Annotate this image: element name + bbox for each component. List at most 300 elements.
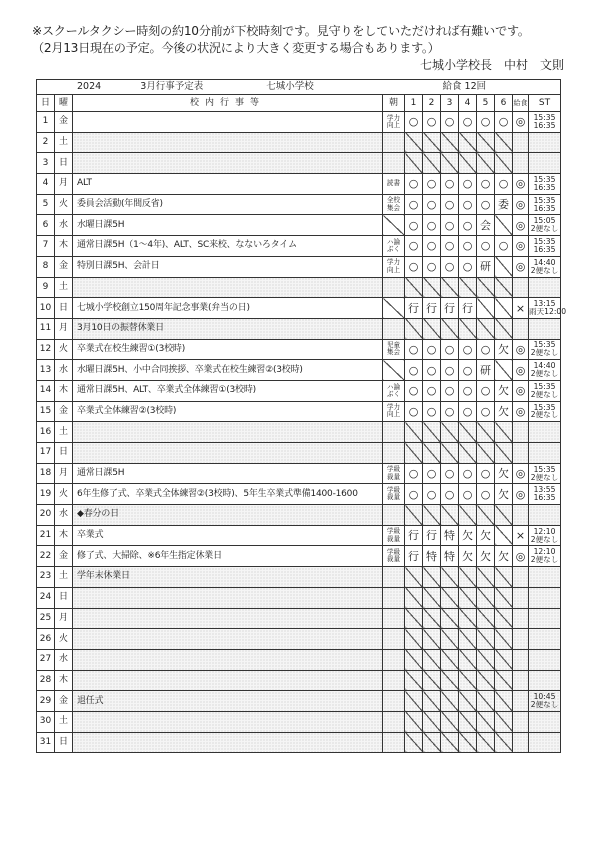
event-cell (73, 587, 383, 608)
event-cell: 水曜日課5H (73, 215, 383, 236)
period-cell: 欠 (495, 463, 513, 484)
lunch-cell: ◎ (513, 215, 529, 236)
st-time: 13:55 16:35 (529, 484, 561, 505)
event-cell (73, 732, 383, 753)
day-number: 1 (37, 112, 55, 133)
st-time (529, 629, 561, 650)
event-cell: 七城小学校創立150周年記念事業(弁当の日) (73, 298, 383, 319)
table-row (37, 567, 561, 588)
lunch-cell (513, 587, 529, 608)
period-cell: ○ (423, 215, 441, 236)
period-cell: ○ (441, 194, 459, 215)
period-cell (495, 132, 513, 153)
period-cell (477, 443, 495, 464)
header-period-4: 4 (459, 95, 477, 112)
day-number: 23 (37, 567, 55, 588)
table-row (37, 691, 561, 712)
morning-activity: 学力 向上 (383, 112, 405, 133)
period-cell (423, 732, 441, 753)
st-time: 10:45 2便なし (529, 691, 561, 712)
period-cell: ○ (459, 256, 477, 277)
period-cell (495, 525, 513, 546)
table-row (37, 401, 561, 422)
st-time (529, 505, 561, 526)
lunch-cell: ◎ (513, 546, 529, 567)
st-time (529, 132, 561, 153)
period-cell: ○ (405, 484, 423, 505)
period-cell: ○ (441, 380, 459, 401)
header-lunch: 給食 (513, 95, 529, 112)
period-cell (441, 443, 459, 464)
period-cell (441, 587, 459, 608)
weekday: 火 (55, 194, 73, 215)
period-cell: ○ (423, 256, 441, 277)
day-number: 19 (37, 484, 55, 505)
morning-activity: 学級 裁量 (383, 463, 405, 484)
period-cell (477, 587, 495, 608)
period-cell: ○ (495, 174, 513, 195)
day-number: 17 (37, 443, 55, 464)
period-cell: ○ (405, 360, 423, 381)
period-cell (495, 608, 513, 629)
header-events: 校内行事等 (73, 95, 383, 112)
lunch-cell: ◎ (513, 174, 529, 195)
period-cell (405, 670, 423, 691)
period-cell (459, 132, 477, 153)
day-number: 5 (37, 194, 55, 215)
period-cell: ○ (405, 380, 423, 401)
period-cell: ○ (459, 484, 477, 505)
period-cell (423, 277, 441, 298)
weekday: 水 (55, 505, 73, 526)
morning-activity: 学級 裁量 (383, 546, 405, 567)
morning-activity (383, 505, 405, 526)
period-cell: 研 (477, 256, 495, 277)
table-row (37, 463, 561, 484)
header-period-2: 2 (423, 95, 441, 112)
weekday: 土 (55, 422, 73, 443)
period-cell (405, 153, 423, 174)
weekday: 日 (55, 587, 73, 608)
day-number: 27 (37, 649, 55, 670)
notice-line-1: ※スクールタクシー時刻の約10分前が下校時刻です。見守りをしていただければ有難いです。 (32, 24, 530, 38)
year: 2024 (77, 81, 102, 93)
period-cell: ○ (441, 236, 459, 257)
period-cell (441, 732, 459, 753)
st-time (529, 567, 561, 588)
table-row (37, 277, 561, 298)
morning-activity (383, 132, 405, 153)
table-row (37, 153, 561, 174)
lunch-cell: ◎ (513, 360, 529, 381)
st-time: 15:35 16:35 (529, 112, 561, 133)
weekday: 土 (55, 711, 73, 732)
weekday: 火 (55, 339, 73, 360)
period-cell: ○ (477, 339, 495, 360)
period-cell: ○ (477, 401, 495, 422)
event-cell (73, 443, 383, 464)
period-cell (495, 443, 513, 464)
morning-activity (383, 732, 405, 753)
day-number: 18 (37, 463, 55, 484)
period-cell (459, 711, 477, 732)
period-cell: ○ (441, 174, 459, 195)
table-row (37, 670, 561, 691)
period-cell (495, 670, 513, 691)
period-cell: 行 (441, 298, 459, 319)
event-cell: 通常日課5H（1～4年)、ALT、SC来校、なないろタイム (73, 236, 383, 257)
period-cell: ○ (441, 256, 459, 277)
period-cell (441, 567, 459, 588)
event-cell (73, 112, 383, 133)
day-number: 28 (37, 670, 55, 691)
period-cell (459, 629, 477, 650)
period-cell: ○ (423, 484, 441, 505)
st-time: 12:10 2便なし (529, 525, 561, 546)
period-cell (441, 277, 459, 298)
lunch-cell (513, 422, 529, 443)
morning-activity (383, 670, 405, 691)
weekday: 金 (55, 256, 73, 277)
table-row (37, 174, 561, 195)
period-cell (405, 711, 423, 732)
header-period-3: 3 (441, 95, 459, 112)
period-cell (423, 691, 441, 712)
period-cell: ○ (459, 112, 477, 133)
header-morning: 朝 (383, 95, 405, 112)
period-cell (459, 318, 477, 339)
lunch-cell (513, 505, 529, 526)
schedule-name: 3月行事予定表 (140, 81, 204, 93)
st-time (529, 318, 561, 339)
period-cell (405, 132, 423, 153)
st-time: 14:40 2便なし (529, 360, 561, 381)
table-row (37, 711, 561, 732)
table-row (37, 256, 561, 277)
period-cell (441, 670, 459, 691)
st-time: 14:40 2便なし (529, 256, 561, 277)
period-cell (459, 587, 477, 608)
day-number: 20 (37, 505, 55, 526)
st-time (529, 608, 561, 629)
period-cell: 欠 (495, 546, 513, 567)
morning-activity (383, 153, 405, 174)
event-cell: 水曜日課5H、小中合同挨拶、卒業式在校生練習②(3校時) (73, 360, 383, 381)
period-cell: 欠 (495, 380, 513, 401)
period-cell: 特 (423, 546, 441, 567)
period-cell (459, 691, 477, 712)
st-time: 15:35 16:35 (529, 236, 561, 257)
table-row (37, 318, 561, 339)
period-cell (477, 567, 495, 588)
period-cell: ○ (459, 463, 477, 484)
lunch-cell (513, 277, 529, 298)
table-row (37, 608, 561, 629)
period-cell (459, 567, 477, 588)
period-cell (495, 277, 513, 298)
lunch-cell: ◎ (513, 463, 529, 484)
period-cell (405, 649, 423, 670)
st-time: 15:35 16:35 (529, 194, 561, 215)
morning-activity (383, 608, 405, 629)
day-number: 10 (37, 298, 55, 319)
event-cell: 修了式、大掃除、※6年生指定休業日 (73, 546, 383, 567)
period-cell: ○ (459, 360, 477, 381)
period-cell: ○ (459, 339, 477, 360)
morning-activity: 児童 集会 (383, 339, 405, 360)
st-time: 15:35 2便なし (529, 463, 561, 484)
period-cell (423, 443, 441, 464)
period-cell (459, 153, 477, 174)
st-time (529, 443, 561, 464)
table-row (37, 629, 561, 650)
table-row (37, 298, 561, 319)
event-cell (73, 670, 383, 691)
period-cell: ○ (477, 236, 495, 257)
period-cell (405, 505, 423, 526)
lunch-cell (513, 670, 529, 691)
morning-activity (383, 629, 405, 650)
period-cell (423, 318, 441, 339)
period-cell (423, 608, 441, 629)
weekday: 金 (55, 691, 73, 712)
st-time (529, 649, 561, 670)
period-cell: ○ (441, 360, 459, 381)
signature (420, 56, 576, 73)
period-cell (441, 153, 459, 174)
morning-activity (383, 691, 405, 712)
lunch-cell (513, 691, 529, 712)
period-cell (459, 505, 477, 526)
period-cell: 会 (477, 215, 495, 236)
period-cell (495, 732, 513, 753)
period-cell (477, 132, 495, 153)
morning-activity (383, 711, 405, 732)
lunch-cell: × (513, 525, 529, 546)
event-cell: 通常日課5H、ALT、卒業式全体練習①(3校時) (73, 380, 383, 401)
morning-activity: 全校 集会 (383, 194, 405, 215)
period-cell: ○ (477, 463, 495, 484)
morning-activity (383, 443, 405, 464)
period-cell: ○ (495, 112, 513, 133)
weekday: 水 (55, 360, 73, 381)
period-cell (459, 443, 477, 464)
morning-activity: 学力 向上 (383, 256, 405, 277)
st-time: 15:05 2便なし (529, 215, 561, 236)
period-cell (423, 505, 441, 526)
period-cell: ○ (405, 236, 423, 257)
period-cell: ○ (423, 174, 441, 195)
period-cell: ○ (459, 401, 477, 422)
weekday: 木 (55, 670, 73, 691)
lunch-cell (513, 649, 529, 670)
st-time (529, 277, 561, 298)
day-number: 21 (37, 525, 55, 546)
period-cell: ○ (441, 463, 459, 484)
event-cell: 6年生修了式、卒業式全体練習②(3校時)、5年生卒業式準備1400-1600 (73, 484, 383, 505)
period-cell (477, 711, 495, 732)
weekday: 木 (55, 380, 73, 401)
morning-activity: 読書 (383, 174, 405, 195)
lunch-cell (513, 711, 529, 732)
period-cell: ○ (495, 236, 513, 257)
weekday: 木 (55, 525, 73, 546)
period-cell (405, 422, 423, 443)
event-cell: 卒業式全体練習②(3校時) (73, 401, 383, 422)
header-period-5: 5 (477, 95, 495, 112)
period-cell: 行 (423, 525, 441, 546)
table-row (37, 587, 561, 608)
period-cell (459, 670, 477, 691)
day-number: 24 (37, 587, 55, 608)
day-number: 9 (37, 277, 55, 298)
event-cell: 学年末休業日 (73, 567, 383, 588)
day-number: 29 (37, 691, 55, 712)
period-cell (459, 649, 477, 670)
table-row (37, 236, 561, 257)
period-cell: ○ (477, 112, 495, 133)
morning-activity (383, 649, 405, 670)
period-cell: ○ (423, 463, 441, 484)
period-cell (495, 215, 513, 236)
period-cell: ○ (405, 215, 423, 236)
period-cell (477, 691, 495, 712)
period-cell (405, 587, 423, 608)
day-number: 6 (37, 215, 55, 236)
period-cell (477, 732, 495, 753)
header-weekday: 曜 (55, 95, 73, 112)
event-cell (73, 649, 383, 670)
table-row (37, 422, 561, 443)
st-time (529, 670, 561, 691)
period-cell (423, 670, 441, 691)
period-cell: ○ (459, 215, 477, 236)
period-cell: ○ (441, 484, 459, 505)
period-cell (477, 422, 495, 443)
event-cell (73, 711, 383, 732)
event-cell: 通常日課5H (73, 463, 383, 484)
weekday: 火 (55, 484, 73, 505)
period-cell (495, 629, 513, 650)
lunch-cell: ◎ (513, 339, 529, 360)
period-cell (423, 649, 441, 670)
period-cell (477, 277, 495, 298)
principal-name: 中村 文則 (504, 58, 565, 72)
weekday: 土 (55, 277, 73, 298)
period-cell: 欠 (477, 546, 495, 567)
period-cell (423, 567, 441, 588)
period-cell (495, 153, 513, 174)
weekday: 日 (55, 153, 73, 174)
period-cell: 行 (405, 298, 423, 319)
period-cell: ○ (423, 401, 441, 422)
notice-line-2: （2月13日現在の予定。今後の状況により大きく変更する場合もあります。） (32, 41, 440, 55)
period-cell: ○ (405, 174, 423, 195)
morning-activity (383, 298, 405, 319)
period-cell: ○ (423, 360, 441, 381)
period-cell: ○ (423, 339, 441, 360)
lunch-cell (513, 732, 529, 753)
period-cell (405, 318, 423, 339)
period-cell: ○ (477, 484, 495, 505)
table-row (37, 339, 561, 360)
period-cell (459, 277, 477, 298)
table-row (37, 132, 561, 153)
day-number: 31 (37, 732, 55, 753)
weekday: 月 (55, 318, 73, 339)
st-time: 15:35 2便なし (529, 401, 561, 422)
table-title (37, 80, 383, 95)
period-cell (495, 422, 513, 443)
day-number: 15 (37, 401, 55, 422)
period-cell: ○ (459, 174, 477, 195)
period-cell: ○ (423, 112, 441, 133)
period-cell: ○ (441, 215, 459, 236)
event-cell: 卒業式 (73, 525, 383, 546)
period-cell (495, 587, 513, 608)
weekday: 土 (55, 567, 73, 588)
event-cell (73, 277, 383, 298)
period-cell: ○ (405, 463, 423, 484)
period-cell (405, 567, 423, 588)
table-row (37, 215, 561, 236)
period-cell (459, 608, 477, 629)
table-row (37, 360, 561, 381)
day-number: 22 (37, 546, 55, 567)
st-time: 15:35 2便なし (529, 380, 561, 401)
morning-activity (383, 277, 405, 298)
day-number: 12 (37, 339, 55, 360)
lunch-cell: ◎ (513, 236, 529, 257)
header-period-1: 1 (405, 95, 423, 112)
weekday: 土 (55, 132, 73, 153)
weekday: 金 (55, 546, 73, 567)
table-row (37, 525, 561, 546)
table-row (37, 732, 561, 753)
period-cell (441, 691, 459, 712)
weekday: 水 (55, 649, 73, 670)
period-cell (495, 567, 513, 588)
weekday: 水 (55, 215, 73, 236)
period-cell (495, 256, 513, 277)
period-cell (441, 422, 459, 443)
morning-activity: ハ論 ぶく (383, 380, 405, 401)
st-time (529, 587, 561, 608)
event-cell (73, 132, 383, 153)
st-time (529, 422, 561, 443)
period-cell: ○ (405, 401, 423, 422)
weekday: 月 (55, 608, 73, 629)
period-cell (477, 670, 495, 691)
period-cell: 行 (459, 298, 477, 319)
event-cell: 特別日課5H、会計日 (73, 256, 383, 277)
morning-activity (383, 567, 405, 588)
period-cell: 欠 (495, 339, 513, 360)
period-cell (477, 629, 495, 650)
lunch-cell: × (513, 298, 529, 319)
weekday: 日 (55, 443, 73, 464)
morning-activity: 学力 向上 (383, 401, 405, 422)
st-time (529, 153, 561, 174)
period-cell: ○ (477, 174, 495, 195)
header-day: 日 (37, 95, 55, 112)
school-name: 七城小学校 (266, 81, 314, 93)
day-number: 8 (37, 256, 55, 277)
period-cell (441, 132, 459, 153)
period-cell: ○ (441, 401, 459, 422)
lunch-cell (513, 567, 529, 588)
period-cell: ○ (423, 236, 441, 257)
